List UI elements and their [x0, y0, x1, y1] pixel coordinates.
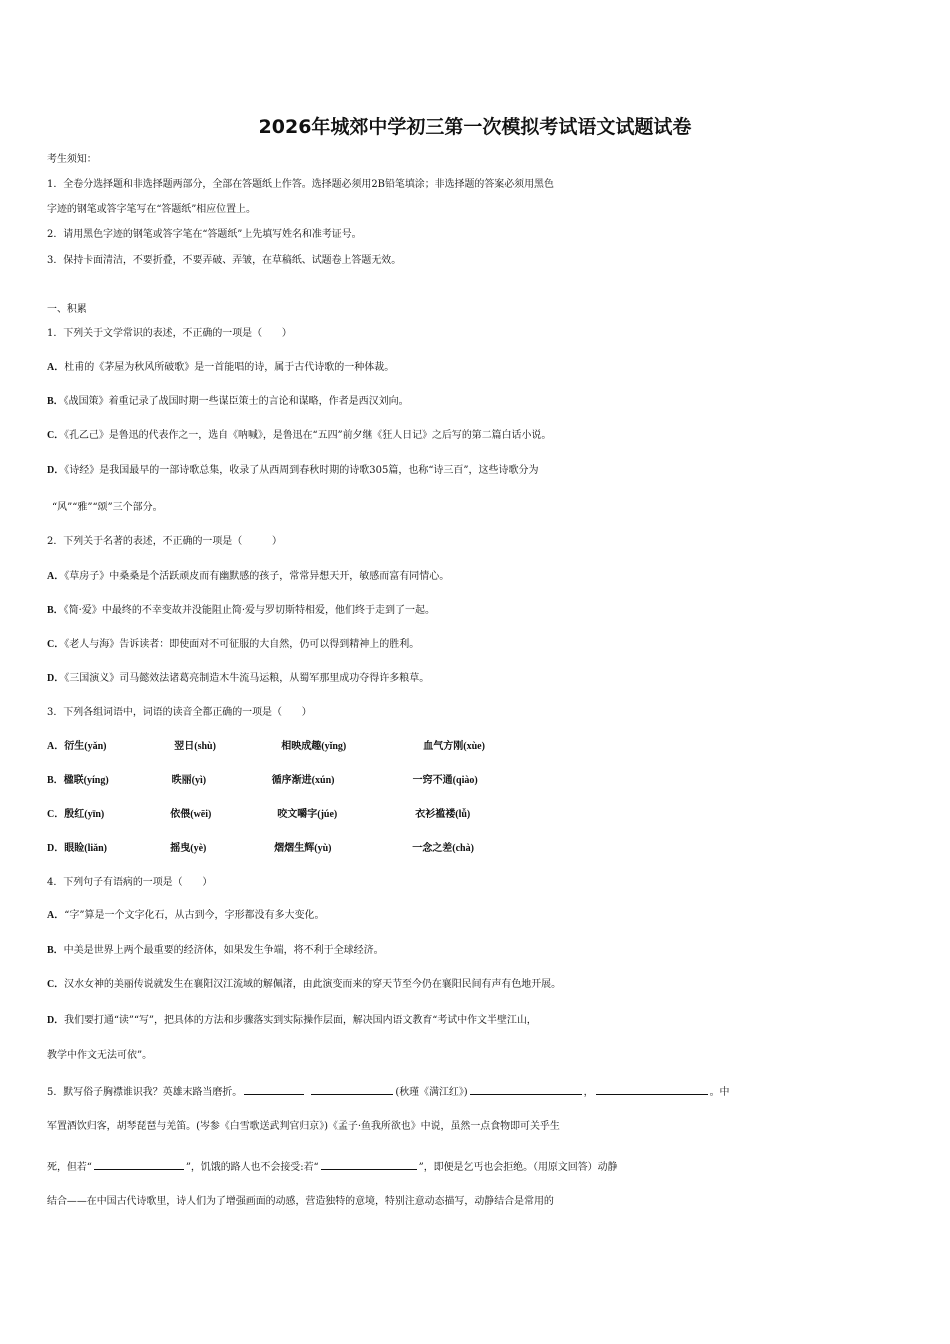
question-2-option-a — [47, 567, 917, 587]
question-2-option-b — [47, 601, 917, 621]
question-3-stem: 3．下列各组词语中，词语的读音全都正确的一项是（ ） — [47, 707, 312, 718]
q5-text: 。中 — [709, 1087, 730, 1098]
answer-blank[interactable] — [94, 1155, 184, 1170]
option-text: 汉水女神的美丽传说就发生在襄阳汉江流域的解佩渚，由此演变而来的穿天节至今仍在襄阳民间有声有色地开展。 — [64, 979, 562, 990]
option-word: 相映成趣(yǐng) — [281, 741, 347, 752]
question-2-option-c — [47, 635, 917, 655]
option-label: D． — [47, 843, 65, 854]
question-2-option-d — [47, 669, 917, 689]
option-text: 《草房子》中桑桑是个活跃顽皮而有幽默感的孩子，常常异想天开，敏感而富有同情心。 — [64, 571, 450, 582]
option-text: 《孔乙己》是鲁迅的代表作之一，选自《呐喊》，是鲁迅在“五四”前夕继《狂人日记》之后写的第二篇白话小说。 — [64, 430, 552, 441]
option-label: B． — [47, 396, 64, 407]
option-text: 《老人与海》告诉读者：即使面对不可征服的大自然，仍可以得到精神上的胜利。 — [64, 639, 420, 650]
q5-text: 死，但若“ — [47, 1162, 92, 1173]
notice-item-1: 1．全卷分选择题和非选择题两部分，全部在答题纸上作答。选择题必须用2B铅笔填涂；非选择题的答案必须用黑色 — [47, 179, 554, 190]
option-word: 循序渐进(xún) — [271, 775, 335, 786]
option-text: 《战国策》着重记录了战国时期一些谋臣策士的言论和谋略，作者是西汉刘向。 — [63, 396, 409, 407]
answer-blank[interactable] — [470, 1080, 582, 1095]
option-word: 殷红(yīn) — [64, 809, 105, 820]
question-3-option-c — [47, 805, 917, 825]
option-word: 昳丽(yì) — [171, 775, 207, 786]
option-label: C． — [47, 809, 65, 820]
option-text: 杜甫的《茅屋为秋风所破歌》是一首能唱的诗，属于古代诗歌的一种体裁。 — [64, 362, 395, 373]
answer-blank[interactable] — [311, 1080, 393, 1095]
question-3-option-a — [47, 737, 917, 757]
option-word: 一窍不通(qiào) — [412, 775, 478, 786]
notice-item-2: 2．请用黑色字迹的钢笔或答字笔在“答题纸”上先填写姓名和准考证号。 — [47, 229, 362, 240]
question-1-stem: 1．下列关于文学常识的表述，不正确的一项是（ ） — [47, 328, 292, 339]
q5-text: 5．默写俗子胸襟谁识我？英雄末路当磨折。 — [47, 1087, 243, 1098]
option-label: C． — [47, 430, 65, 441]
q5-text: ， — [583, 1087, 594, 1098]
option-label: A． — [47, 571, 65, 582]
question-4-option-d-cont: 教学中作文无法可依”。 — [47, 1050, 153, 1061]
option-text: 中美是世界上两个最重要的经济体，如果发生争端，将不利于全球经济。 — [63, 945, 384, 956]
q5-text: ”，即便是乞丐也会拒绝。（用原文回答）动静 — [418, 1162, 618, 1173]
question-4-option-d — [47, 1011, 917, 1031]
answer-blank[interactable] — [596, 1080, 708, 1095]
option-word: 血气方刚(xùe) — [423, 741, 485, 752]
option-word: 咬文嚼字(júe) — [277, 809, 338, 820]
option-text: 我们要打通“读”“写”，把具体的方法和步骤落实到实际操作层面，解决国内语文教育“考试中作文半壁江山， — [64, 1015, 537, 1026]
q5-text: (秋瑾《满江红》) — [395, 1087, 468, 1098]
option-label: B． — [47, 945, 64, 956]
option-label: D． — [47, 465, 65, 476]
question-5-line-1 — [47, 1080, 917, 1103]
option-word: 熠熠生辉(yù) — [274, 843, 332, 854]
option-text: 《简·爱》中最终的不幸变故并没能阻止简·爱与罗切斯特相爱，他们终于走到了一起。 — [63, 605, 436, 616]
option-label: C． — [47, 979, 65, 990]
question-5-line-3 — [47, 1155, 917, 1178]
option-label: D． — [47, 673, 65, 684]
option-word: 楹联(yíng) — [63, 775, 109, 786]
option-label: A． — [47, 910, 65, 921]
answer-blank[interactable] — [321, 1155, 417, 1170]
section-heading: 一、积累 — [47, 304, 87, 315]
option-word: 摇曳(yè) — [170, 843, 207, 854]
page-title: 2026年城郊中学初三第一次模拟考试语文试题试卷 — [258, 116, 692, 138]
question-4-option-b — [47, 941, 917, 961]
option-word: 衍生(yǎn) — [64, 741, 107, 752]
question-4-option-c — [47, 975, 917, 995]
answer-blank[interactable] — [244, 1080, 304, 1095]
option-label: B． — [47, 605, 64, 616]
notice-item-3: 3．保持卡面清洁，不要折叠，不要弄破、弄皱，在草稿纸、试题卷上答题无效。 — [47, 255, 402, 266]
question-2-stem: 2．下列关于名著的表述，不正确的一项是（ ） — [47, 536, 282, 547]
question-1-option-a — [47, 358, 917, 378]
option-label: B． — [47, 775, 64, 786]
option-word: 眼睑(liǎn) — [64, 843, 108, 854]
notice-heading: 考生须知： — [47, 154, 97, 165]
option-word: 翌日(shù) — [174, 741, 216, 752]
option-text: 《诗经》是我国最早的一部诗歌总集，收录了从西周到春秋时期的诗歌305篇，也称“诗三百”，这些诗歌分为 — [64, 465, 539, 476]
question-5-line-2: 军置酒饮归客，胡琴琵琶与羌笛。(岑参《白雪歌送武判官归京》)《孟子·鱼我所欲也》中说，虽然一点食物即可关乎生 — [47, 1121, 560, 1132]
option-label: C． — [47, 639, 65, 650]
q5-text: ”，饥饿的路人也不会接受:若“ — [185, 1162, 319, 1173]
option-text: 《三国演义》司马懿效法诸葛亮制造木牛流马运粮，从蜀军那里成功夺得许多粮草。 — [64, 673, 430, 684]
question-5-line-4: 结合——在中国古代诗歌里，诗人们为了增强画面的动感，营造独特的意境，特别注意动态描写，动静结合是常用的 — [47, 1196, 554, 1207]
question-1-option-c — [47, 426, 917, 446]
option-label: D． — [47, 1015, 65, 1026]
question-4-stem: 4．下列句子有语病的一项是（ ） — [47, 877, 213, 888]
question-1-option-d-cont: “风”“雅”“颂”三个部分。 — [52, 502, 163, 513]
option-text: “字”算是一个文字化石，从古到今，字形都没有多大变化。 — [64, 910, 325, 921]
question-4-option-a — [47, 906, 917, 926]
option-word: 依偎(wēi) — [170, 809, 212, 820]
question-1-option-b — [47, 392, 917, 412]
option-label: A． — [47, 362, 65, 373]
option-word: 一念之差(chà) — [412, 843, 474, 854]
question-3-option-d — [47, 839, 917, 859]
option-word: 衣衫褴褛(lǚ) — [415, 809, 471, 820]
question-1-option-d — [47, 461, 917, 481]
question-3-option-b — [47, 771, 917, 791]
notice-item-1-cont: 字迹的钢笔或答字笔写在“答题纸”相应位置上。 — [47, 204, 256, 215]
option-label: A． — [47, 741, 65, 752]
